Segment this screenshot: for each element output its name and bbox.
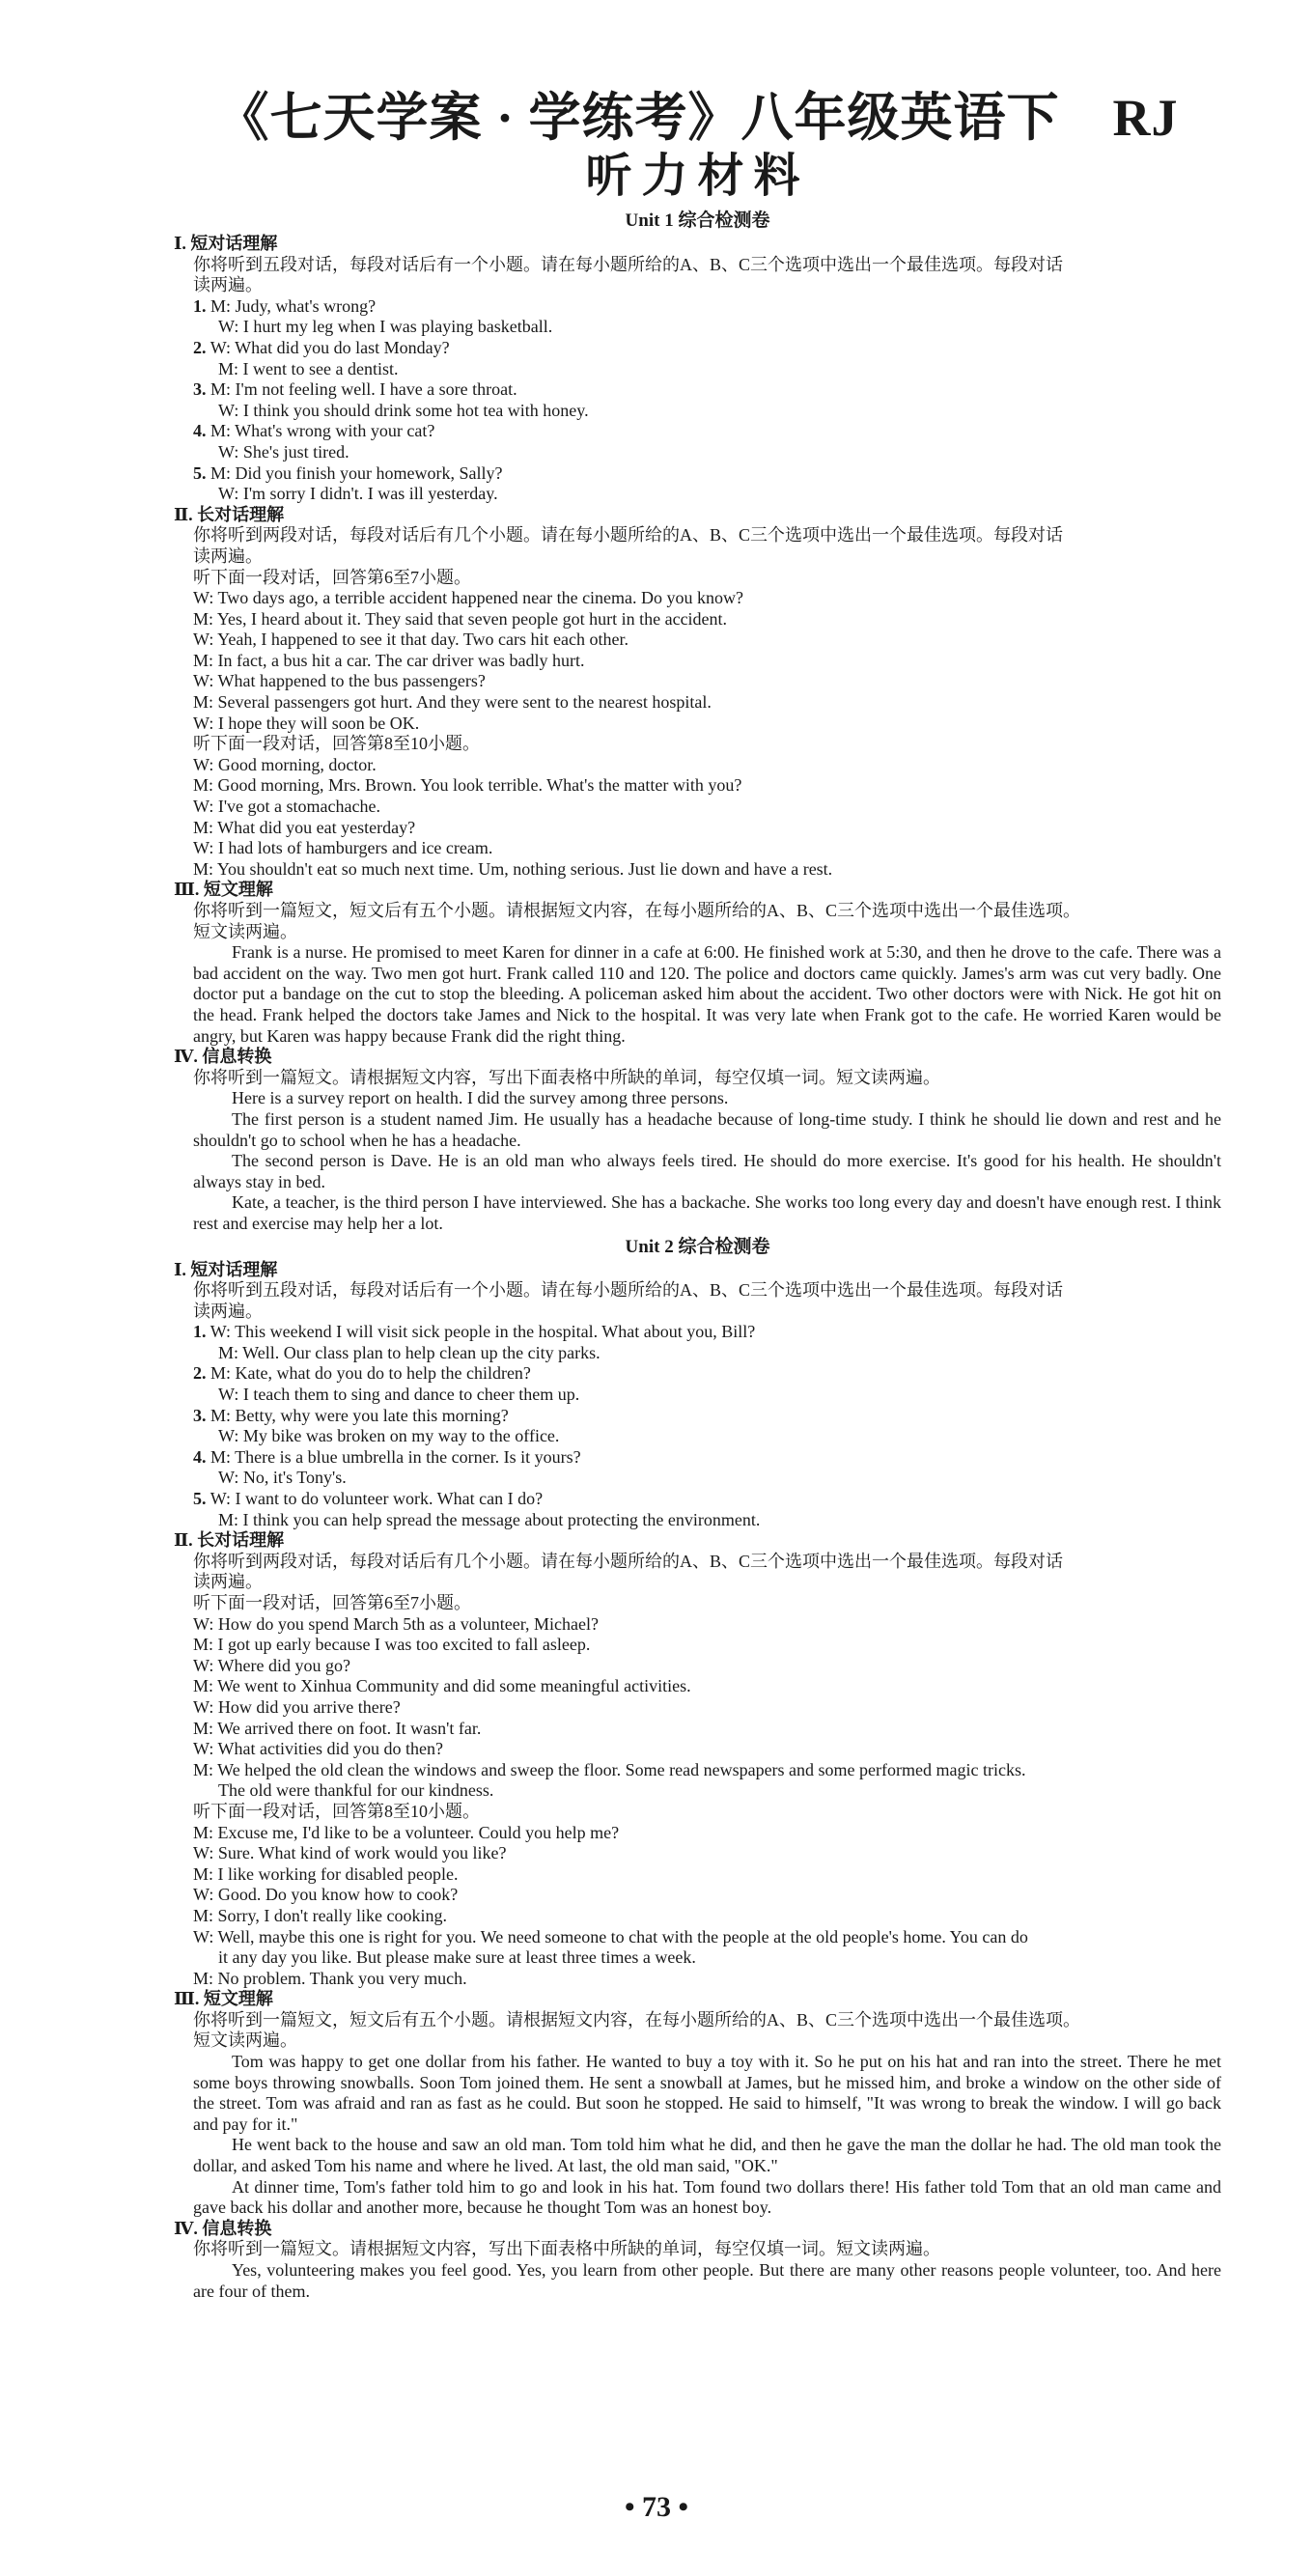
u2-s2-line: M: No problem. Thank you very much. [193, 1968, 467, 1988]
u1-s1-instructions-line2: 读两遍。 [193, 275, 263, 295]
u2-s2-line: M: We went to Xinhua Community and did some meaningful activities. [193, 1676, 691, 1696]
u1-s2-heading: Ⅱ. 长对话理解 [174, 504, 285, 524]
u1-s2-line: M: Good morning, Mrs. Brown. You look terrible. What's the matter with you? [193, 775, 742, 796]
u1-s2-line: M: Several passengers got hurt. And they were sent to the nearest hospital. [193, 692, 712, 713]
u2-s2-line: M: We helped the old clean the windows and sweep the floor. Some read newspapers and some performed magic tricks. [193, 1759, 1026, 1779]
u1-s2-instructions-line1: 你将听到两段对话，每段对话后有几个小题。请在每小题所给的A、B、C三个选项中选出一个最佳选项。每段对话 [193, 525, 1064, 546]
u2-s2-line: M: I got up early because I was too excited to fall asleep. [193, 1635, 591, 1655]
u2-s1-item-1-q: 1. W: This weekend I will visit sick people in the hospital. What about you, Bill? [193, 1322, 756, 1342]
u1-s2-line: 听下面一段对话，回答第8至10小题。 [193, 734, 480, 754]
u1-s1-item-2-a: M: I went to see a dentist. [218, 358, 399, 378]
u1-s1-heading: Ⅰ. 短对话理解 [174, 234, 278, 253]
u2-s3-instructions-line1: 你将听到一篇短文，短文后有五个小题。请根据短文内容，在每小题所给的A、B、C三个选项中选出一个最佳选项。 [193, 2009, 1081, 2030]
u2-s2-line: W: Good. Do you know how to cook? [193, 1885, 459, 1905]
u2-s2-line: W: Where did you go? [193, 1655, 350, 1675]
u1-s2-line: W: Yeah, I happened to see it that day. Two cars hit each other. [193, 630, 629, 650]
u2-s3-paragraph: Tom was happy to get one dollar from his father. He wanted to buy a toy with it. So he put on his hat and ran into the street. There he met some boys throwing snowballs. Soon Tom joined them. He sent a snowball at James, but he missed him, and broke a window on the other side of the street. Tom was afraid and ran as fast as he could. But soon he stopped. He said to himself, "It was wrong to break the window. I will go back and pay for it." [193, 2052, 1221, 2134]
u2-s1-heading: Ⅰ. 短对话理解 [174, 1259, 278, 1279]
u2-s2-line: M: Excuse me, I'd like to be a volunteer. Could you help me? [193, 1822, 620, 1842]
u1-s2-line: W: What happened to the bus passengers? [193, 671, 486, 691]
u1-s2-line: M: What did you eat yesterday? [193, 817, 416, 837]
u2-s3-paragraph: At dinner time, Tom's father told him to go and look in his hat. Tom found two dollars there! His father told Tom that an old man came and gave back his dollar and another more, because he thought Tom was an honest boy. [193, 2176, 1221, 2218]
u2-s1-item-5-q: 5. W: I want to do volunteer work. What can I do? [193, 1489, 544, 1509]
u2-s1-item-4-q: 4. M: There is a blue umbrella in the corner. Is it yours? [193, 1446, 581, 1467]
u1-s1-item-3-a: W: I think you should drink some hot tea with honey. [218, 400, 589, 420]
u2-s2-line: W: Well, maybe this one is right for you. We need someone to chat with the people at the old people's home. You can do [193, 1926, 1028, 1946]
u1-s4-heading: Ⅳ. 信息转换 [174, 1047, 272, 1067]
u2-s3-heading: Ⅲ. 短文理解 [174, 1989, 273, 2009]
u1-s3-passage: Frank is a nurse. He promised to meet Karen for dinner in a cafe at 6:00. He finished work at 5:30, and then he drove to the cafe. There was a bad accident on the way. Two men got hurt. Frank called 110 and 120. The police and doctors came quickly. James's arm was cut very badly. One doctor put a bandage on the cut to stop the bleeding. A policeman asked him about the accident. Two other doctors were with Nick. He got hit on the head. Frank helped the doctors take James and Nick to the hospital. It was very late when Frank got to the cafe. He worried Karen would be angry, but Karen was happy because Frank did the right thing. [193, 942, 1221, 1046]
u2-s2-line: M: I like working for disabled people. [193, 1863, 459, 1884]
u1-s2-line: W: Two days ago, a terrible accident happened near the cinema. Do you know? [193, 588, 744, 608]
unit1-heading: Unit 1 综合检测卷 [625, 210, 770, 231]
u2-s1-item-4-a: W: No, it's Tony's. [218, 1468, 347, 1488]
u1-s1-item-4-q: 4. M: What's wrong with your cat? [193, 421, 435, 441]
u2-s2-line: 听下面一段对话，回答第8至10小题。 [193, 1801, 480, 1821]
u1-s4-instructions: 你将听到一篇短文。请根据短文内容，写出下面表格中所缺的单词，每空仅填一词。短文读两遍。 [193, 1067, 940, 1087]
u1-s4-paragraph: Kate, a teacher, is the third person I have interviewed. She has a backache. She works too long every day and doesn't have enough rest. I think rest and exercise may help her a lot. [193, 1192, 1221, 1233]
u2-s3-instructions-line2: 短文读两遍。 [193, 2030, 297, 2051]
u2-s2-instructions-line1: 你将听到两段对话，每段对话后有几个小题。请在每小题所给的A、B、C三个选项中选出一个最佳选项。每段对话 [193, 1551, 1064, 1571]
u1-s2-instructions-line2: 读两遍。 [193, 546, 263, 566]
u1-s2-line: 听下面一段对话，回答第6至7小题。 [193, 567, 471, 587]
u2-s1-item-3-a: W: My bike was broken on my way to the office. [218, 1426, 560, 1446]
u2-s2-line: M: Sorry, I don't really like cooking. [193, 1905, 448, 1925]
u1-s3-instructions-line2: 短文读两遍。 [193, 921, 297, 941]
u1-s1-item-5-a: W: I'm sorry I didn't. I was ill yesterday. [218, 484, 498, 504]
u2-s1-instructions-line1: 你将听到五段对话，每段对话后有一个小题。请在每小题所给的A、B、C三个选项中选出一个最佳选项。每段对话 [193, 1280, 1064, 1301]
u2-s1-item-5-a: M: I think you can help spread the message about protecting the environment. [218, 1509, 761, 1529]
u2-s3-paragraph: He went back to the house and saw an old man. Tom told him what he did, and then he gave the man the dollar he had. The old man took the dollar, and asked Tom his name and where he lived. At last, the old man said, "OK." [193, 2135, 1221, 2176]
u2-s1-item-2-q: 2. M: Kate, what do you do to help the children? [193, 1363, 531, 1384]
u1-s2-line: W: I had lots of hamburgers and ice cream. [193, 838, 493, 858]
u2-s2-line: M: We arrived there on foot. It wasn't far. [193, 1718, 482, 1738]
u1-s1-item-3-q: 3. M: I'm not feeling well. I have a sore throat. [193, 379, 517, 400]
u1-s4-paragraph: The first person is a student named Jim. He usually has a headache because of long-time study. I think he should lie down and rest and he shouldn't go to school when he has a headache. [193, 1108, 1221, 1150]
u1-s2-line: W: Good morning, doctor. [193, 754, 377, 774]
u2-s1-item-3-q: 3. M: Betty, why were you late this morning? [193, 1405, 509, 1425]
page-title: 《七天学案 · 学练考》八年级英语下 RJ [216, 89, 1179, 147]
u1-s1-item-4-a: W: She's just tired. [218, 441, 349, 462]
unit1-section [174, 209, 1221, 1235]
u2-s2-heading: Ⅱ. 长对话理解 [174, 1530, 285, 1551]
u1-s2-line: W: I've got a stomachache. [193, 797, 380, 817]
u2-s2-line: W: Sure. What kind of work would you like? [193, 1843, 507, 1863]
u2-s2-line: it any day you like. But please make sure at least three times a week. [218, 1947, 696, 1968]
unit2-section [174, 1235, 1221, 2303]
u2-s2-line: 听下面一段对话，回答第6至7小题。 [193, 1593, 471, 1612]
page-subtitle: 听力材料 [585, 151, 810, 202]
u1-s2-line: M: Yes, I heard about it. They said that seven people got hurt in the accident. [193, 608, 728, 629]
u1-s3-heading: Ⅲ. 短文理解 [174, 880, 273, 900]
u1-s1-instructions-line1: 你将听到五段对话，每段对话后有一个小题。请在每小题所给的A、B、C三个选项中选出一个最佳选项。每段对话 [193, 254, 1064, 274]
u1-s1-item-1-q: 1. M: Judy, what's wrong? [193, 295, 377, 316]
u1-s2-line: M: You shouldn't eat so much next time. Um, nothing serious. Just lie down and have a rest. [193, 858, 833, 879]
u1-s4-paragraph: Here is a survey report on health. I did the survey among three persons. [232, 1088, 729, 1108]
u1-s2-line: W: I hope they will soon be OK. [193, 713, 420, 733]
u2-s2-line: The old were thankful for our kindness. [218, 1780, 494, 1801]
u2-s4-instructions: 你将听到一篇短文。请根据短文内容，写出下面表格中所缺的单词，每空仅填一词。短文读两遍。 [193, 2239, 940, 2259]
u1-s4-paragraph: The second person is Dave. He is an old man who always feels tired. He should do more exercise. It's good for his health. He shouldn't always stay in bed. [193, 1151, 1221, 1191]
page-number: • 73 • [624, 2491, 688, 2523]
u2-s2-line: W: What activities did you do then? [193, 1739, 443, 1759]
u1-s2-line: M: In fact, a bus hit a car. The car driver was badly hurt. [193, 650, 585, 670]
u2-s1-instructions-line2: 读两遍。 [193, 1301, 263, 1321]
u2-s2-line: W: How did you arrive there? [193, 1696, 401, 1717]
u1-s3-instructions-line1: 你将听到一篇短文，短文后有五个小题。请根据短文内容，在每小题所给的A、B、C三个选项中选出一个最佳选项。 [193, 901, 1081, 920]
u2-s2-line: W: How do you spend March 5th as a volunteer, Michael? [193, 1613, 599, 1634]
u2-s1-item-1-a: M: Well. Our class plan to help clean up the city parks. [218, 1342, 601, 1362]
u2-s1-item-2-a: W: I teach them to sing and dance to cheer them up. [218, 1385, 580, 1405]
u2-s2-instructions-line2: 读两遍。 [193, 1572, 263, 1592]
u2-s4-paragraph: Yes, volunteering makes you feel good. Yes, you learn from other people. But there are many other reasons people volunteer, too. And here are four of them. [193, 2260, 1221, 2301]
u1-s1-item-2-q: 2. W: What did you do last Monday? [193, 337, 450, 357]
u1-s1-item-1-a: W: I hurt my leg when I was playing basketball. [218, 317, 553, 337]
u1-s1-item-5-q: 5. M: Did you finish your homework, Sally? [193, 462, 503, 483]
unit2-heading: Unit 2 综合检测卷 [625, 1236, 770, 1257]
u2-s4-heading: Ⅳ. 信息转换 [174, 2218, 272, 2238]
